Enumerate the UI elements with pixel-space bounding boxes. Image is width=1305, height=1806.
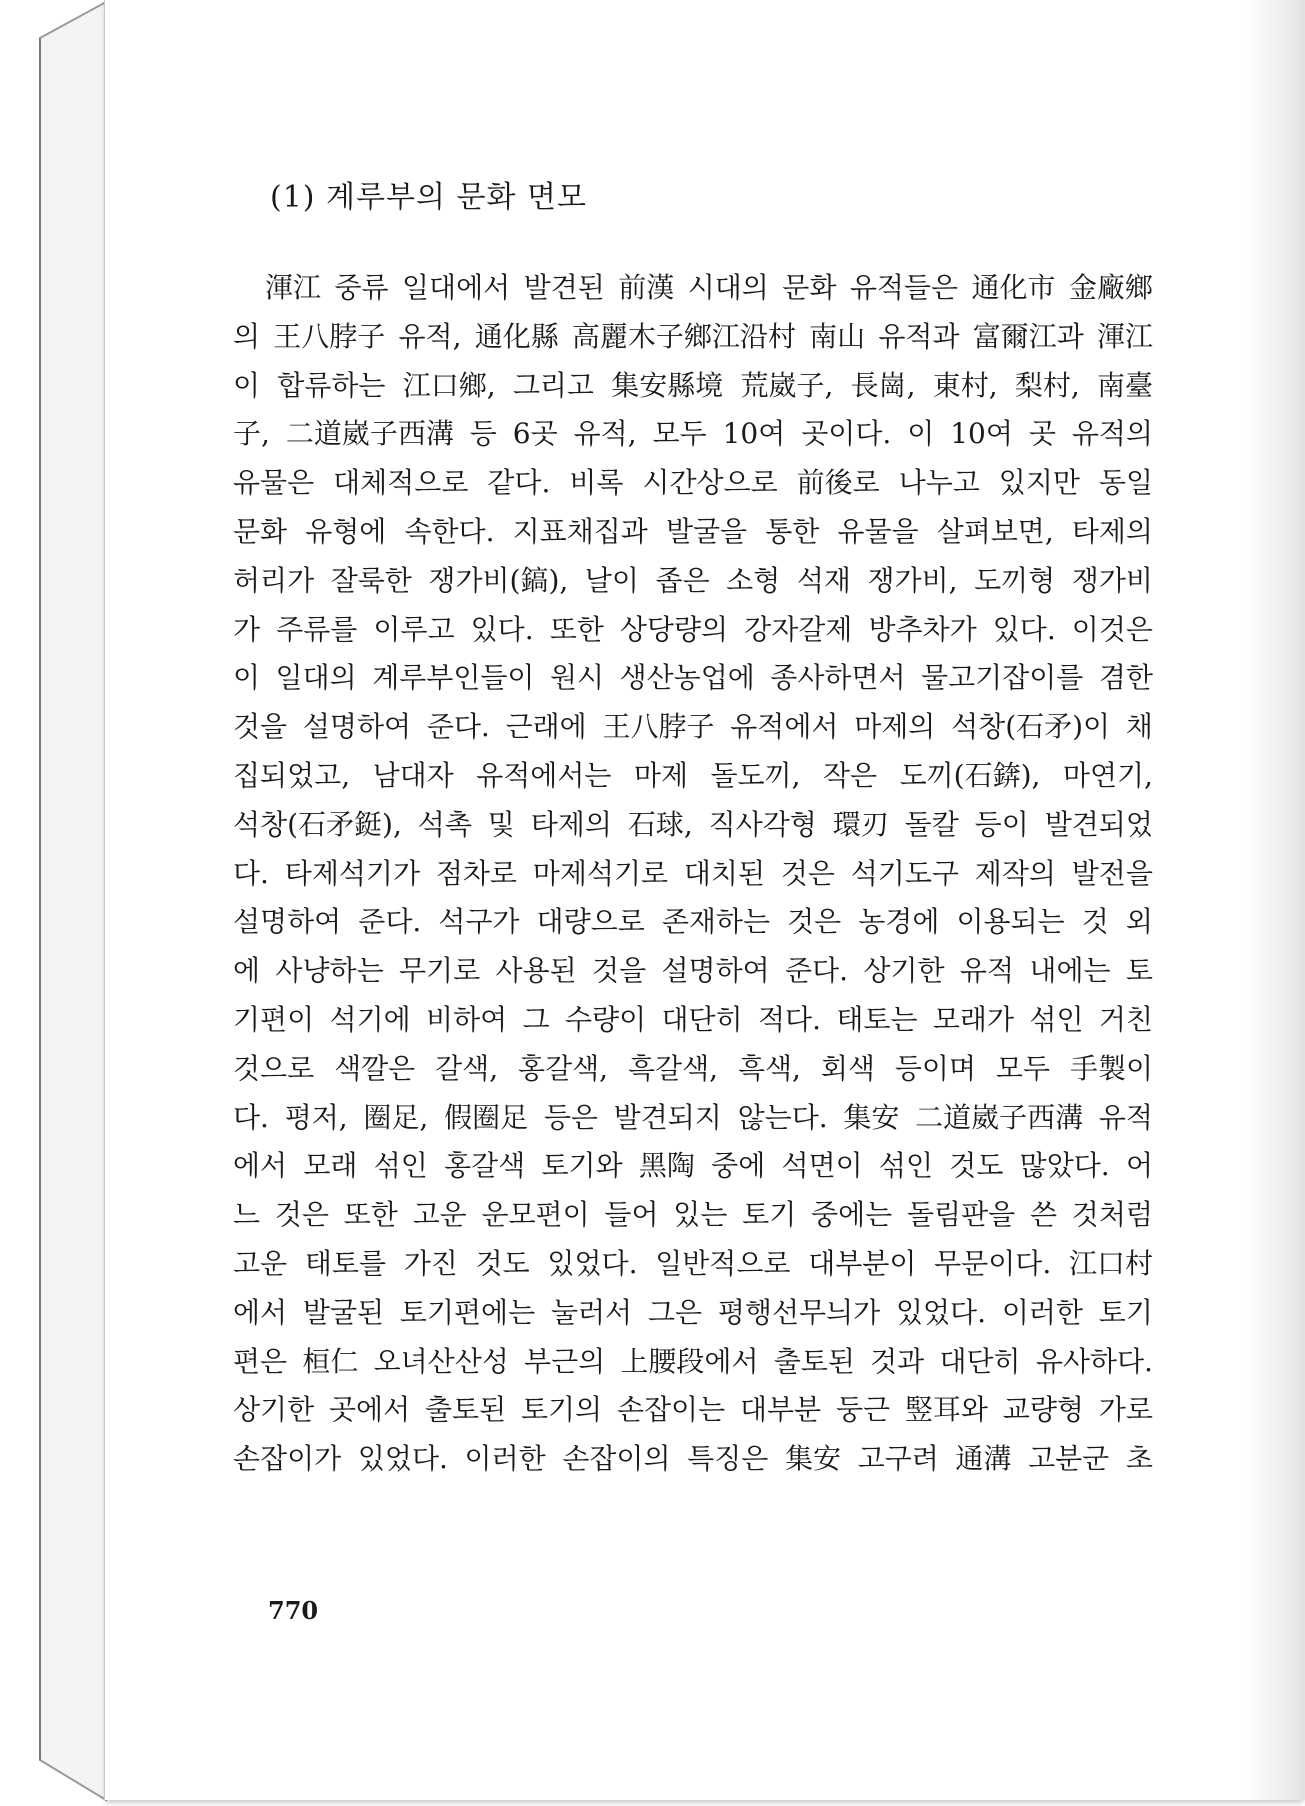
text-line: 상기한 곳에서 출토된 토기의 손잡이는 대부분 둥근 竪耳와 교량형 가로 <box>233 1393 1153 1427</box>
text-line: 문화 유형에 속한다. 지표채집과 발굴을 통한 유물을 살펴보면, 타제의 <box>233 514 1153 548</box>
text-line: 집되었고, 남대자 유적에서는 마제 돌도끼, 작은 도끼(石錛), 마연기, <box>233 758 1153 792</box>
text-line: 허리가 잘룩한 쟁가비(鎬), 날이 좁은 소형 석재 쟁가비, 도끼형 쟁가비 <box>233 563 1153 597</box>
text-line: 에 사냥하는 무기로 사용된 것을 설명하여 준다. 상기한 유적 내에는 토 <box>233 954 1153 988</box>
text-line: 이 합류하는 江口鄉, 그리고 集安縣境 荒崴子, 長崗, 東村, 梨村, 南臺 <box>233 368 1153 402</box>
text-line: 것을 설명하여 준다. 근래에 王八脖子 유적에서 마제의 석창(石矛)이 채 <box>233 710 1153 744</box>
text-line: 느 것은 또한 고운 운모편이 들어 있는 토기 중에는 돌림판을 쓴 것처럼 <box>233 1198 1153 1232</box>
text-line: 子, 二道崴子西溝 등 6곳 유적, 모두 10여 곳이다. 이 10여 곳 유적의 <box>233 417 1153 451</box>
body-paragraph <box>233 264 1153 1484</box>
text-line: 손잡이가 있었다. 이러한 손잡이의 특징은 集安 고구려 通溝 고분군 초 <box>233 1442 1153 1476</box>
text-line: 가 주류를 이루고 있다. 또한 상당량의 강자갈제 방추차가 있다. 이것은 <box>233 612 1153 646</box>
text-line: 편은 桓仁 오녀산산성 부근의 上腰段에서 출토된 것과 대단히 유사하다. <box>233 1344 1153 1378</box>
text-line: 이 일대의 계루부인들이 원시 생산농업에 종사하면서 물고기잡이를 겸한 <box>233 661 1153 695</box>
section-heading: (1) 계루부의 문화 면모 <box>270 180 587 215</box>
text-line: 의 王八脖子 유적, 通化縣 高麗木子鄉江沿村 南山 유적과 富爾江과 渾江 <box>233 319 1153 353</box>
text-line: 다. 평저, 圈足, 假圈足 등은 발견되지 않는다. 集安 二道崴子西溝 유적 <box>233 1100 1153 1134</box>
text-line: 기편이 석기에 비하여 그 수량이 대단히 적다. 태토는 모래가 섞인 거친 <box>233 1002 1153 1036</box>
text-line: 에서 발굴된 토기편에는 눌러서 그은 평행선무늬가 있었다. 이러한 토기 <box>233 1295 1153 1329</box>
page-number: 770 <box>268 1596 319 1625</box>
text-line: 유물은 대체적으로 같다. 비록 시간상으로 前後로 나누고 있지만 동일 <box>233 466 1153 500</box>
text-line: 석창(石矛鋌), 석촉 및 타제의 石球, 직사각형 環刃 돌칼 등이 발견되었 <box>233 807 1153 841</box>
text-line: 고운 태토를 가진 것도 있었다. 일반적으로 대부분이 무문이다. 江口村 <box>233 1246 1153 1280</box>
text-line: 다. 타제석기가 점차로 마제석기로 대치된 것은 석기도구 제작의 발전을 <box>233 856 1153 890</box>
text-line: 渾江 중류 일대에서 발견된 前漢 시대의 문화 유적들은 通化市 金廠鄉 <box>265 271 1153 304</box>
text-line: 것으로 색깔은 갈색, 홍갈색, 흑갈색, 흑색, 회색 등이며 모두 手製이 <box>233 1051 1153 1085</box>
text-line: 설명하여 준다. 석구가 대량으로 존재하는 것은 농경에 이용되는 것 외 <box>233 905 1153 939</box>
text-line: 에서 모래 섞인 홍갈색 토기와 黑陶 중에 석면이 섞인 것도 많았다. 어 <box>233 1149 1153 1183</box>
page-edge-shadow <box>1245 0 1305 1800</box>
